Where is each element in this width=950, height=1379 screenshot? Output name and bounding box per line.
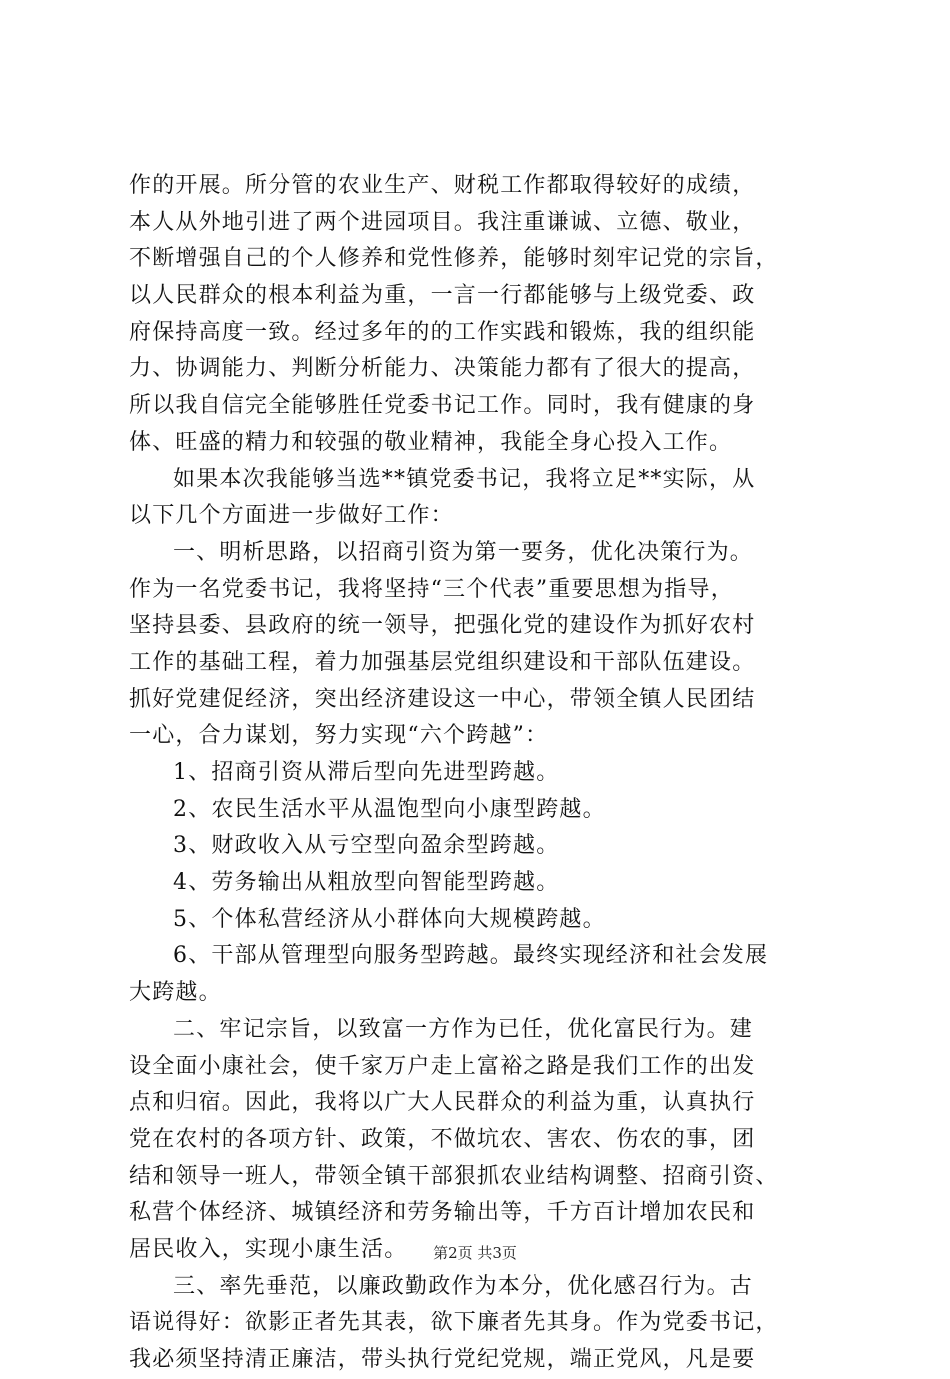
text-line: 力、协调能力、判断分析能力、决策能力都有了很大的提高， (129, 356, 756, 382)
list-item-line: 6、干部从管理型向服务型跨越。最终实现经济和社会发展 (173, 943, 769, 969)
section-heading-line: 一、明析思路，以招商引资为第一要务，优化决策行为。 (173, 539, 754, 565)
text-line: 一心，合力谋划，努力实现“六个跨越”： (129, 723, 549, 749)
text-line: 体、旺盛的精力和较强的敬业精神，我能全身心投入工作。 (129, 429, 733, 455)
text-line: 私营个体经济、城镇经济和劳务输出等，千方百计增加农民和 (129, 1200, 756, 1226)
text-line: 如果本次我能够当选**镇党委书记，我将立足**实际，从 (173, 466, 756, 492)
text-line: 本人从外地引进了两个进园项目。我注重谦诚、立德、敬业， (129, 209, 756, 235)
text-line: 以下几个方面进一步做好工作： (129, 503, 454, 529)
text-line: 作为一名党委书记，我将坚持“三个代表”重要思想为指导， (129, 576, 734, 602)
text-line: 大跨越。 (129, 980, 222, 1006)
text-line: 我必须坚持清正廉洁，带头执行党纪党规，端正党风，凡是要 (129, 1347, 756, 1372)
text-line: 点和归宿。因此，我将以广大人民群众的利益为重，认真执行 (129, 1090, 756, 1116)
list-item-line: 2、农民生活水平从温饱型向小康型跨越。 (173, 796, 606, 822)
text-line: 不断增强自己的个人修养和党性修养，能够时刻牢记党的宗旨， (129, 246, 779, 272)
text-line: 结和领导一班人，带领全镇干部狠抓农业结构调整、招商引资、 (129, 1163, 779, 1189)
list-item-line: 5、个体私营经济从小群体向大规模跨越。 (173, 906, 606, 932)
text-line: 设全面小康社会，使千家万户走上富裕之路是我们工作的出发 (129, 1053, 756, 1079)
text-line: 抓好党建促经济，突出经济建设这一中心，带领全镇人民团结 (129, 686, 756, 712)
page-footer (0, 1243, 950, 1263)
document-body (129, 168, 833, 1379)
section-heading-line: 二、牢记宗旨，以致富一方作为已任，优化富民行为。建 (173, 1016, 754, 1042)
text-line: 府保持高度一致。经过多年的的工作实践和锻炼，我的组织能 (129, 319, 756, 345)
list-item-line: 1、招商引资从滞后型向先进型跨越。 (173, 760, 560, 785)
section-heading-line: 三、率先垂范，以廉政勤政作为本分，优化感召行为。古 (173, 1273, 754, 1299)
text-line: 坚持县委、县政府的统一领导，把强化党的建设作为抓好农村 (129, 613, 756, 639)
text-line: 工作的基础工程，着力加强基层党组织建设和干部队伍建设。 (129, 649, 756, 675)
text-line: 所以我自信完全能够胜任党委书记工作。同时，我有健康的身 (129, 393, 756, 419)
text-line: 作的开展。所分管的农业生产、财税工作都取得较好的成绩， (129, 173, 756, 198)
text-line: 以人民群众的根本利益为重，一言一行都能够与上级党委、政 (129, 283, 756, 309)
text-line: 语说得好：欲影正者先其表，欲下廉者先其身。作为党委书记， (129, 1310, 779, 1336)
list-item-line: 4、劳务输出从粗放型向智能型跨越。 (173, 870, 560, 896)
page-number-label: 第2页 共3页 (433, 1244, 517, 1262)
text-line: 党在农村的各项方针、政策，不做坑农、害农、伤农的事，团 (129, 1126, 756, 1152)
text-line: 居民收入，实现小康生活。 (129, 1236, 408, 1262)
list-item-line: 3、财政收入从亏空型向盈余型跨越。 (173, 833, 560, 859)
